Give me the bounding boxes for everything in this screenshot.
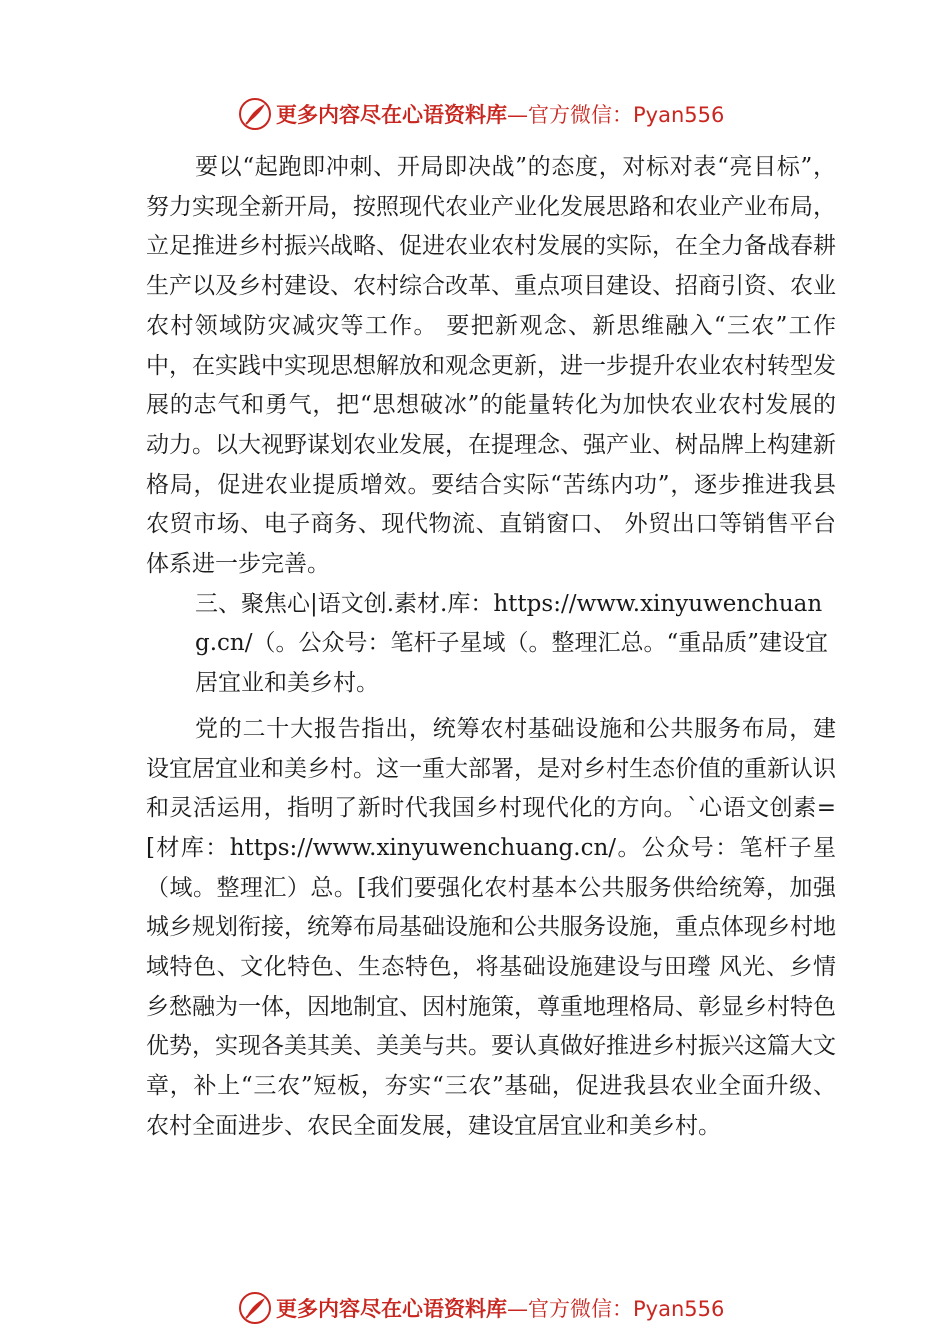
paragraph-1: 要以“起跑即冲刺、开局即决战”的态度，对标对表“亮目标”，努力实现全新开局，按照现代农业产业化发展思路和农业产业布局，立足推进乡村振兴战略、促进农业农村发展的实际，在全力备战春耕生产以及乡村建设、农村综合改革、重点项目建设、招商引资、农业农村领域防灾减灾等工作。 要把新观念、新思维融入“三农”工作中，在实践中实现思想解放和观念更新，进一步提升农业农村转型发展的志气和勇气，把“思想破冰”的能量转化为加快农业农村发展的动力。以大视野谋划农业发展，在提理念、强产业、树品牌上构建新格局，促进农业提质增效。要结合实际“苦练内功”，逐步推进我县农贸市场、电子商务、现代物流、直销窗口、 外贸出口等销售平台体系进一步完善。	[146, 154, 836, 578]
banner-title: 更多内容尽在心语资料库	[276, 102, 507, 127]
paragraph-2: 党的二十大报告指出，统筹农村基础设施和公共服务布局，建设宜居宜业和美乡村。这一重大部署，是对乡村生态价值的重新认识和灵活运用，指明了新时代我国乡村现代化的方向。`心语文创素=[材库：https://www.xinyuwenchuang.cn/。公众号：笔杆子星（域。整理汇）总。[我们要强化农村基本公共服务供给统筹，加强城乡规划衔接，统筹布局基础设施和公共服务设施，重点体现乡村地域特色、文化特色、生态特色，将基础设施建设与田㼆 风光、乡情乡愁融为一体，因地制宜、因村施策，尊重地理格局、彰显乡村特色优势，实现各美其美、美美与共。要认真做好推进乡村振兴这篇大文章，补上“三农”短板，夯实“三农”基础，促进我县农业全面升级、农村全面进步、农民全面发展，建设宜居宜业和美乡村。	[146, 715, 836, 1139]
brush-feather-logo-icon	[238, 97, 272, 131]
document-body	[146, 148, 836, 1147]
banner-wechat: —官方微信：Pyan556	[507, 1297, 725, 1321]
brush-feather-logo-icon	[238, 1291, 272, 1325]
banner-title: 更多内容尽在心语资料库	[276, 1296, 507, 1321]
footer-banner	[238, 1290, 724, 1326]
banner-wechat: —官方微信：Pyan556	[507, 103, 725, 127]
header-banner	[238, 96, 724, 132]
section-heading: 三、聚焦心|语文创.素材.库：https://www.xinyuwenchuang.cn/（。公众号：笔杆子星域（。整理汇总。“重品质”建设宜居宜业和美乡村。	[195, 590, 828, 697]
